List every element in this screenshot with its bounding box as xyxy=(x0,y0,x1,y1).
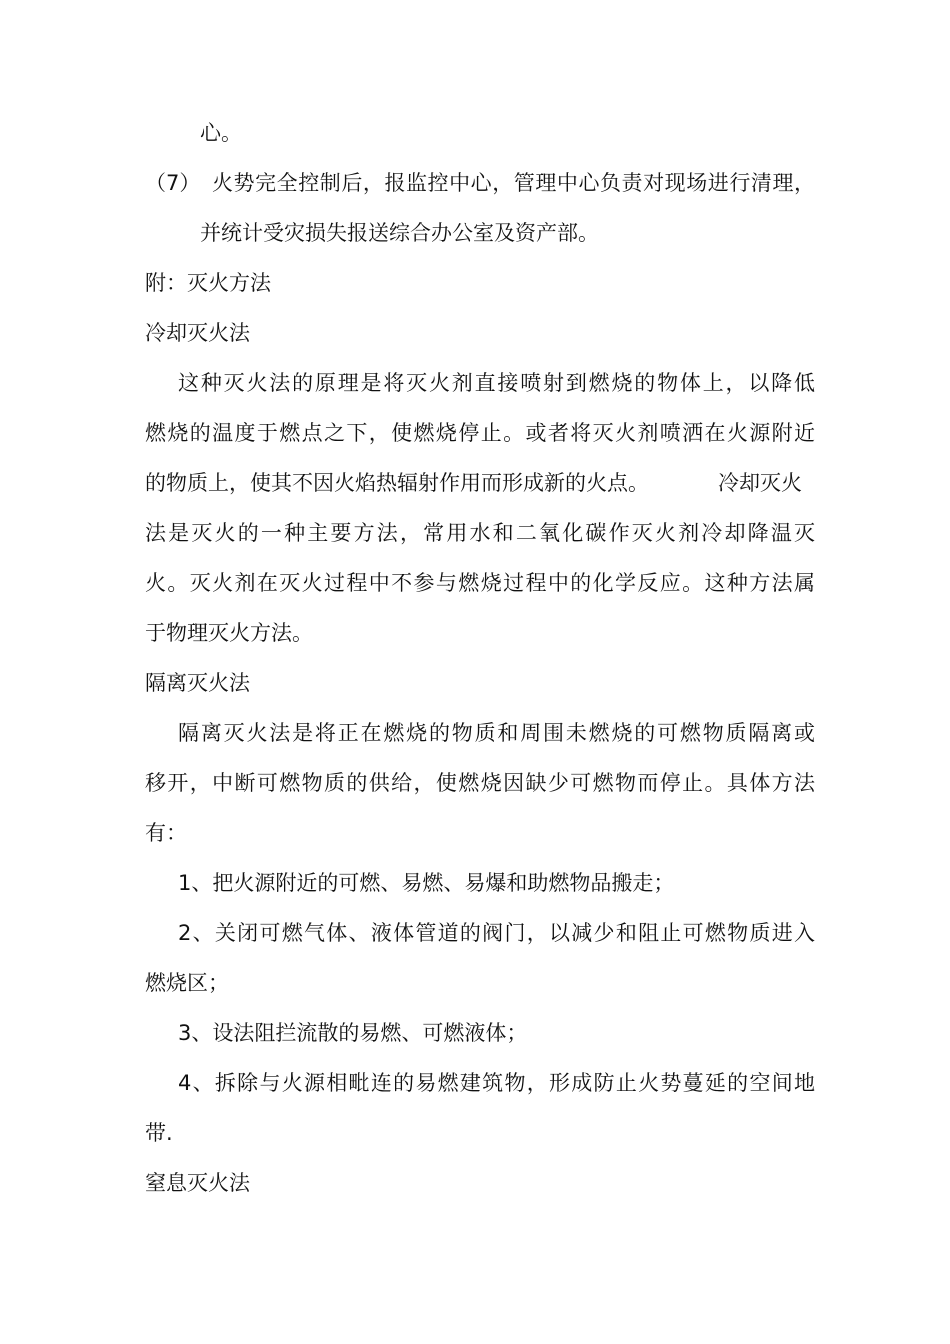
list-item-2-cont: 燃烧区； xyxy=(145,971,229,995)
section-heading-cooling: 冷却灭火法 xyxy=(145,321,250,345)
text-line-13: 隔离灭火法是将正在燃烧的物质和周围未燃烧的可燃物质隔离或 xyxy=(178,721,815,745)
section-heading-isolation: 隔离灭火法 xyxy=(145,671,250,695)
text-line-15: 有： xyxy=(145,821,187,845)
text-line-8a: 的物质上，使其不因火焰热辐射作用而形成新的火点。 xyxy=(145,471,649,495)
text-line-7: 燃烧的温度于燃点之下，使燃烧停止。或者将灭火剂喷洒在火源附近 xyxy=(145,421,815,445)
list-item-1: 1、把火源附近的可燃、易燃、易爆和助燃物品搬走； xyxy=(178,871,675,895)
list-item-4-cont: 带. xyxy=(145,1121,173,1145)
list-item-3: 3、设法阻拦流散的易燃、可燃液体； xyxy=(178,1021,528,1045)
text-line-14: 移开，中断可燃物质的供给，使燃烧因缺少可燃物而停止。具体方法 xyxy=(145,771,815,795)
text-line-10: 火。灭火剂在灭火过程中不参与燃烧过程中的化学反应。这种方法属 xyxy=(145,571,815,595)
text-line-8b: 冷却灭火 xyxy=(718,471,802,495)
text-line-2: 火势完全控制后，报监控中心，管理中心负责对现场进行清理， xyxy=(212,171,815,195)
text-line-3: 并统计受灾损失报送综合办公室及资产部。 xyxy=(200,221,599,245)
appendix-heading: 附：灭火方法 xyxy=(145,271,271,295)
section-heading-suffocation: 窒息灭火法 xyxy=(145,1171,250,1195)
list-item-4: 4、拆除与火源相毗连的易燃建筑物，形成防止火势蔓延的空间地 xyxy=(178,1071,815,1095)
list-number-7: （7） xyxy=(145,171,201,195)
text-line-6: 这种灭火法的原理是将灭火剂直接喷射到燃烧的物体上，以降低 xyxy=(178,371,815,395)
text-line-9: 法是灭火的一种主要方法，常用水和二氧化碳作灭火剂冷却降温灭 xyxy=(145,521,815,545)
text-line-11: 于物理灭火方法。 xyxy=(145,621,313,645)
text-line-1: 心。 xyxy=(200,121,242,145)
list-item-2: 2、关闭可燃气体、液体管道的阀门，以减少和阻止可燃物质进入 xyxy=(178,921,815,945)
